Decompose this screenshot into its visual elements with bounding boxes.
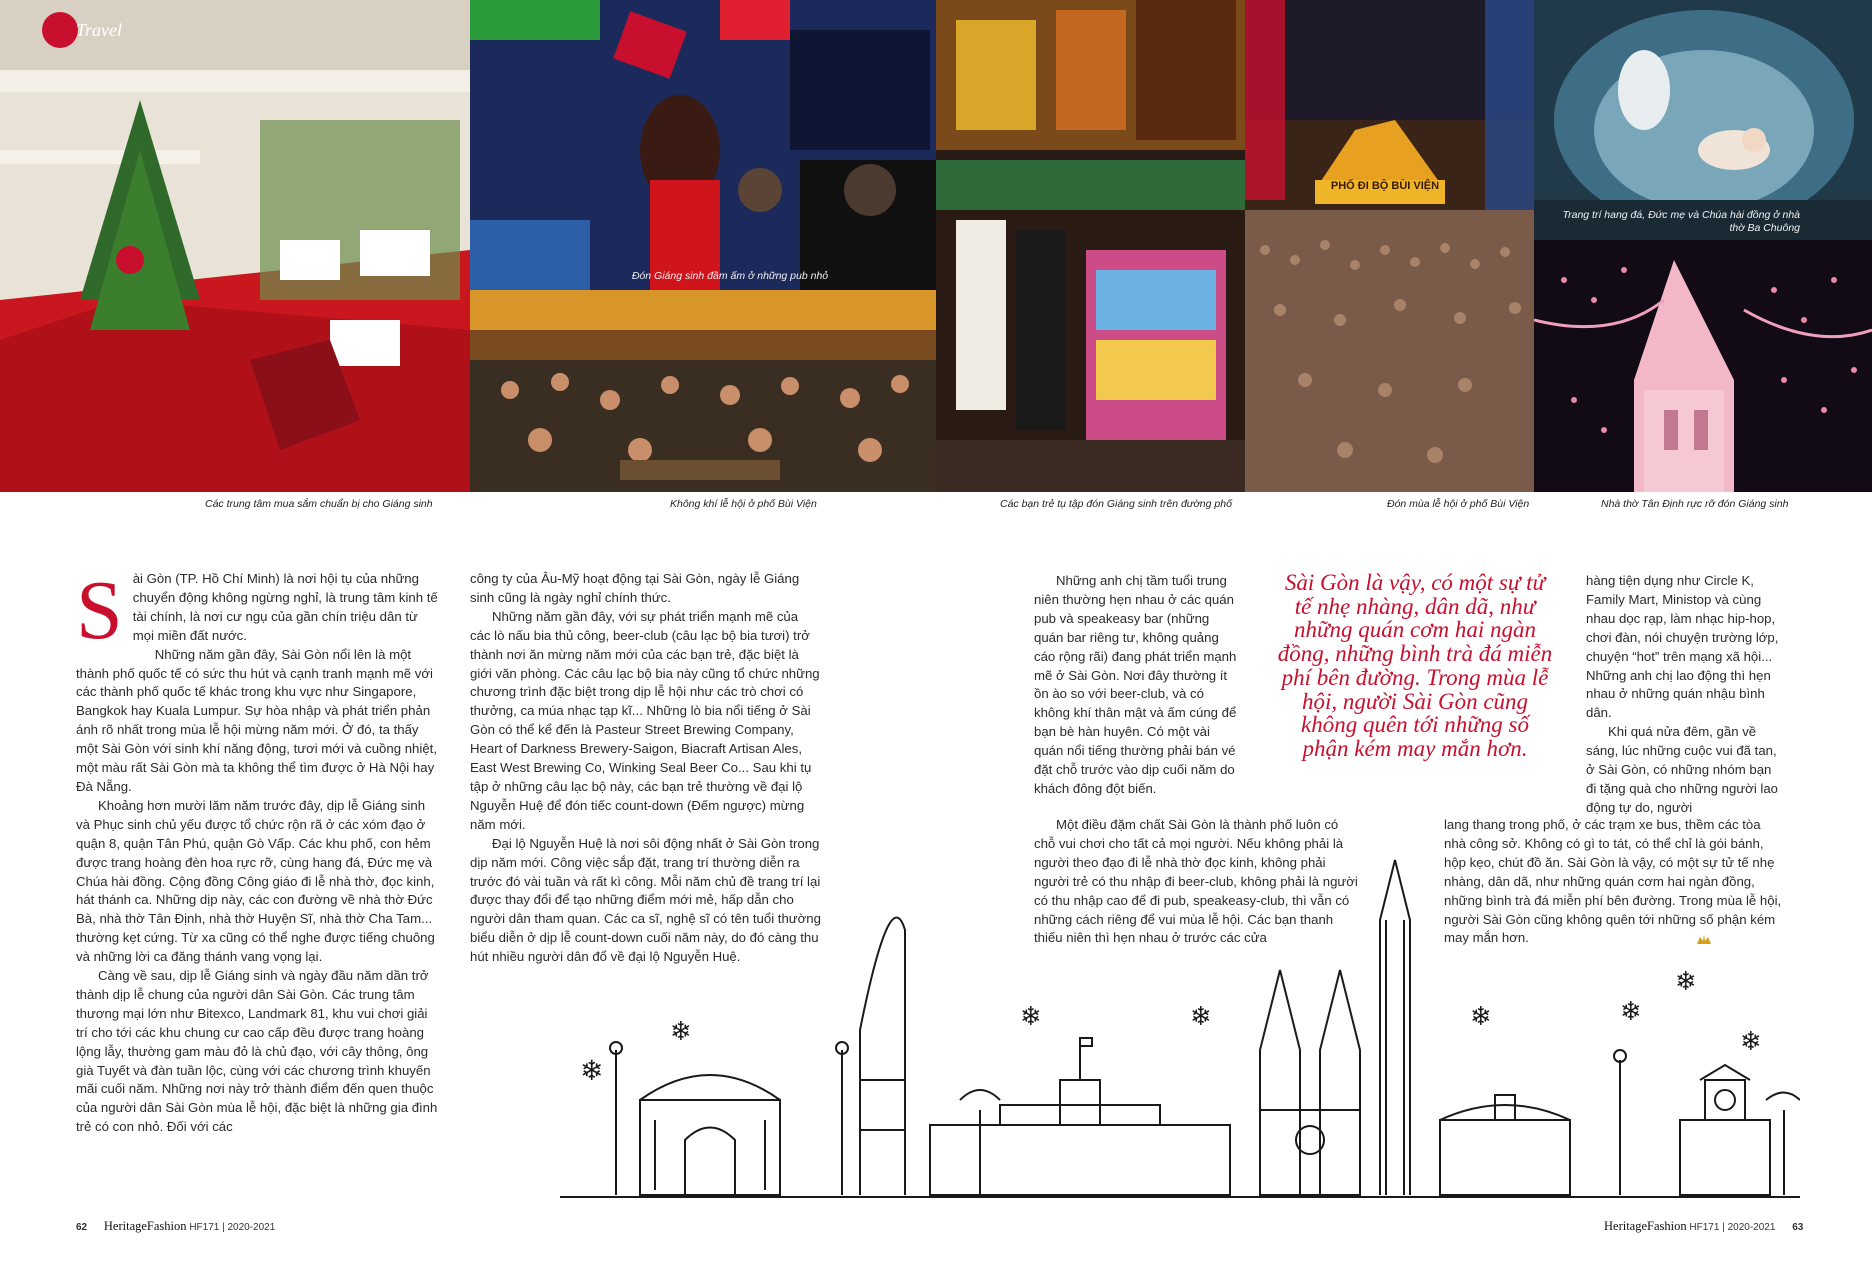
photo-nativity — [1534, 0, 1872, 240]
col3-paragraph-1: Những anh chị tầm tuổi trung niên thường hẹn nhau ở các quán pub và speakeasy bar (những quán bar riêng tư, không quảng cáo rộng rãi) đang phát triển mạnh mẽ ở Sài Gòn. Nơi đây thường ít ồn ào so với beer-club, và có không khí thân mật và ấm cúng để bạn bè hàn huyên. Có một vài quán nổi tiếng thường phải bán vé đặt chỗ trước vào dịp cuối năm do khách đông đột biến. — [1034, 573, 1237, 796]
section-label: Travel — [76, 20, 123, 40]
page-number-right: 63 — [1792, 1222, 1804, 1233]
col1-paragraph-1: ài Gòn (TP. Hồ Chí Minh) là nơi hội tụ của những chuyển động không ngừng nghỉ, là trung tâm kinh tế tài chính, là nơi cư ngụ của gần chín triệu dân từ mọi miền đất nước. — [132, 571, 438, 643]
svg-text:❄: ❄ — [670, 1017, 692, 1047]
caption-street: Các bạn trẻ tụ tập đón Giáng sinh trên đường phố — [1000, 498, 1232, 510]
caption-crowd: Không khí lễ hội ở phố Bùi Viện — [670, 498, 817, 510]
drop-cap: S — [76, 564, 123, 657]
sign-pho-di-bo: PHỐ ĐI BỘ BÙI VIỆN — [1330, 180, 1440, 192]
col1-paragraph-3: Khoảng hơn mười lăm năm trước đây, dịp lễ Giáng sinh và Phục sinh chủ yếu được tổ chức rộn rã ở các xóm đạo ở quận 8, quận Tân Phú, quận Gò Vấp. Các khu phố, con hẻm được trang hoàng đèn hoa rực rỡ, cùng hang đá, Đức mẹ và Chúa hài đồng. Cộng đồng Công giáo đi lễ nhà thờ, đọc kinh, hát thánh ca. Những dịp này, các con đường về nhà thờ Đức Bà, nhà thờ Tân Định, nhà thờ Huyện Sĩ, nhà thờ Cha Tam... thường kẹt cứng. Từ xa cũng có thể nghe được tiếng chuông và những lời ca đăng thánh vang vọng lại. — [76, 797, 435, 965]
svg-text:❄: ❄ — [1190, 1002, 1212, 1032]
svg-text:❄: ❄ — [1020, 1002, 1042, 1032]
svg-text:❄: ❄ — [1675, 967, 1697, 997]
article-column-3a — [1034, 572, 1242, 799]
svg-text:❄: ❄ — [580, 1054, 604, 1087]
photo-mall-christmas — [0, 0, 470, 492]
page-number-left: 62 — [76, 1222, 88, 1233]
svg-text:❄: ❄ — [1740, 1027, 1762, 1057]
col1-paragraph-4: Càng về sau, dịp lễ Giáng sinh và ngày đầu năm dần trở thành dịp lễ chung của người dân Sài Gòn. Các trung tâm thương mại lớn như Bitexco, Landmark 81, khu vui chơi giải trí cho tới các khu chung cư cao cấp đều được trang hoàng lộng lẫy, thường gam màu đỏ là chủ đạo, với cây thông, ông già Tuyết và đàn tuần lộc, cùng với các chương trình khuyến mãi cuối năm. Những nơi này trở thành điểm đến quen thuộc của người dân Sài Gòn mùa lễ hội, đặc biệt là những gia đình trẻ có con nhỏ. Đối với các — [76, 968, 438, 1135]
caption-pub: Đón Giáng sinh đầm ấm ở những pub nhỏ — [631, 270, 829, 282]
footer-right — [1604, 1219, 1803, 1234]
svg-text:❄: ❄ — [1470, 1002, 1492, 1032]
col3-paragraph-2: Một điều đặm chất Sài Gòn là thành phố luôn có chỗ vui chơi cho tất cả mọi người. Nếu không phải là người theo đạo đi lễ nhà thờ đọc kinh, không phải người trẻ có thu nhập đi beer-club, không phải là người có thu nhập cao để đi pub, speakeasy-club, thì vẫn có những cách riêng để vui mùa lễ hội. Các bạn thanh thiếu niên thì hẹn nhau ở trước các cửa — [1034, 817, 1358, 946]
footer-brand-right: HeritageFashion — [1604, 1219, 1687, 1233]
col4-paragraph-1: hàng tiện dụng như Circle K, Family Mart, Ministop và cùng nhau dọc rạp, làm nhạc hip-hop, chơi đàn, nói chuyện trường lớp, chuyện “hot” trên mạng xã hội... Những anh chị lao động thì hẹn nhau ở những quán nhậu bình dân. — [1586, 573, 1779, 721]
photo-street-youth — [936, 0, 1245, 492]
col2-paragraph-2: Những năm gần đây, với sự phát triển mạnh mẽ của các lò nấu bia thủ công, beer-club (câu lạc bộ bia tươi) trở thành nơi ăn mừng năm mới của các bạn trẻ, đặc biệt là giới văn phòng. Các câu lạc bộ bia này cũng tổ chức những chương trình đặc biệt trong dịp lễ hội như các trò chơi có thưởng, ca múa nhạc tạp kĩ... Những lò bia nổi tiếng ở Sài Gòn có thể kể đến là Pasteur Street Brewing Company, Heart of Darkness Brewery-Saigon, Biacraft Artisan Ales, East West Brewing Co, Winking Seal Beer Co... Sau khi tụ tập ở những câu lạc bộ này, các bạn trẻ thường về đại lộ Nguyễn Huệ để đón tiếc count-down (Đếm ngược) mừng năm mới. — [470, 608, 820, 832]
caption-bui-vien: Đón mùa lễ hội ở phố Bùi Viện — [1387, 498, 1530, 510]
caption-church: Nhà thờ Tân Định rực rỡ đón Giáng sinh — [1601, 498, 1789, 510]
photo-bui-vien-street — [1245, 0, 1534, 492]
col2-paragraph-3: Đại lộ Nguyễn Huệ là nơi sôi động nhất ở Sài Gòn trong dịp năm mới. Công việc sắp đặt, trang trí thường diễn ra trước đó vài tuần và rất kì công. Mỗi năm chủ đề trang trí lại được thay đổi để tạo những điểm mới mẻ, hấp dẫn cho người dân tham quan. Các ca sĩ, nghệ sĩ có tên tuổi thường biểu diễn ở dịp lễ count-down cuối năm này, do đó càng thu hút nhiều người dân đổ về đại lộ Nguyễn Huệ. — [470, 835, 821, 965]
skyline-illustration — [560, 780, 1800, 1200]
col1-paragraph-2: Những năm gần đây, Sài Gòn nổi lên là một thành phố quốc tế có sức thu hút và cạnh tranh mạnh mẽ với các thành phố quốc tế khác trong khu vực như Singapore, Bangkok hay Kuala Lumpur. Sự hòa nhập và phát triển phản ánh rõ nhất trong mùa lễ hội mừng năm mới. Ở đó, ta thấy một Sài Gòn với sinh khí năng động, tươi mới và cuồng nhiệt, một màu rất Sài Gòn mà ta không thể tìm được ở Hà Nội hay Đà Nẵng. — [76, 646, 437, 794]
svg-text:❄: ❄ — [1620, 997, 1642, 1027]
caption-mall: Các trung tâm mua sắm chuẩn bị cho Giáng sinh — [205, 498, 433, 510]
footer-left — [76, 1219, 275, 1234]
footer-issue-right: HF171 | 2020-2021 — [1689, 1222, 1776, 1233]
col2-paragraph-1: công ty của Âu-Mỹ hoạt động tại Sài Gòn, ngày lễ Giáng sinh cũng là ngày nghỉ chính thức. — [470, 571, 800, 605]
footer-issue-left: HF171 | 2020-2021 — [189, 1222, 276, 1233]
footer-brand-left: HeritageFashion — [103, 1219, 187, 1233]
col4-paragraph-3: lang thang trong phố, ở các trạm xe bus, thềm các tòa nhà công sở. Không có gì to tát, có thể chỉ là gói bánh, hộp kẹo, chút đồ ăn. Sài Gòn là vậy, có một sự tử tế nhẹ nhàng, dân dã, như những quán cơm hai ngàn đồng, những bình trà đá miễn phí bên đường. Trong mùa lễ hội, người Sài Gòn cũng không quên tới những số phận kém may mắn hơn. — [1444, 817, 1782, 946]
article-column-1 — [76, 564, 442, 1137]
pull-quote: Sài Gòn là vậy, có một sự tử tế nhẹ nhàng, dân dã, như những quán cơm hai ngàn đồng, những bình trà đá miễn phí bên đường. Trong mùa lễ hội, người Sài Gòn cũng không quên tới những số phận kém may mắn hơn. — [1277, 570, 1553, 761]
photo-crowd-bui-vien — [470, 290, 936, 492]
caption-nativity: Trang trí hang đá, Đức mẹ và Chúa hài đồng ở nhà thờ Ba Chuông — [1562, 209, 1800, 234]
col4-paragraph-2: Khi quá nửa đêm, gần về sáng, lúc những cuộc vui đã tan, ở Sài Gòn, có những nhóm bạn đi tặng quà cho những người lao động tự do, người — [1586, 724, 1779, 815]
photo-pub-singer — [470, 0, 936, 290]
photo-tan-dinh-church — [1534, 240, 1872, 492]
